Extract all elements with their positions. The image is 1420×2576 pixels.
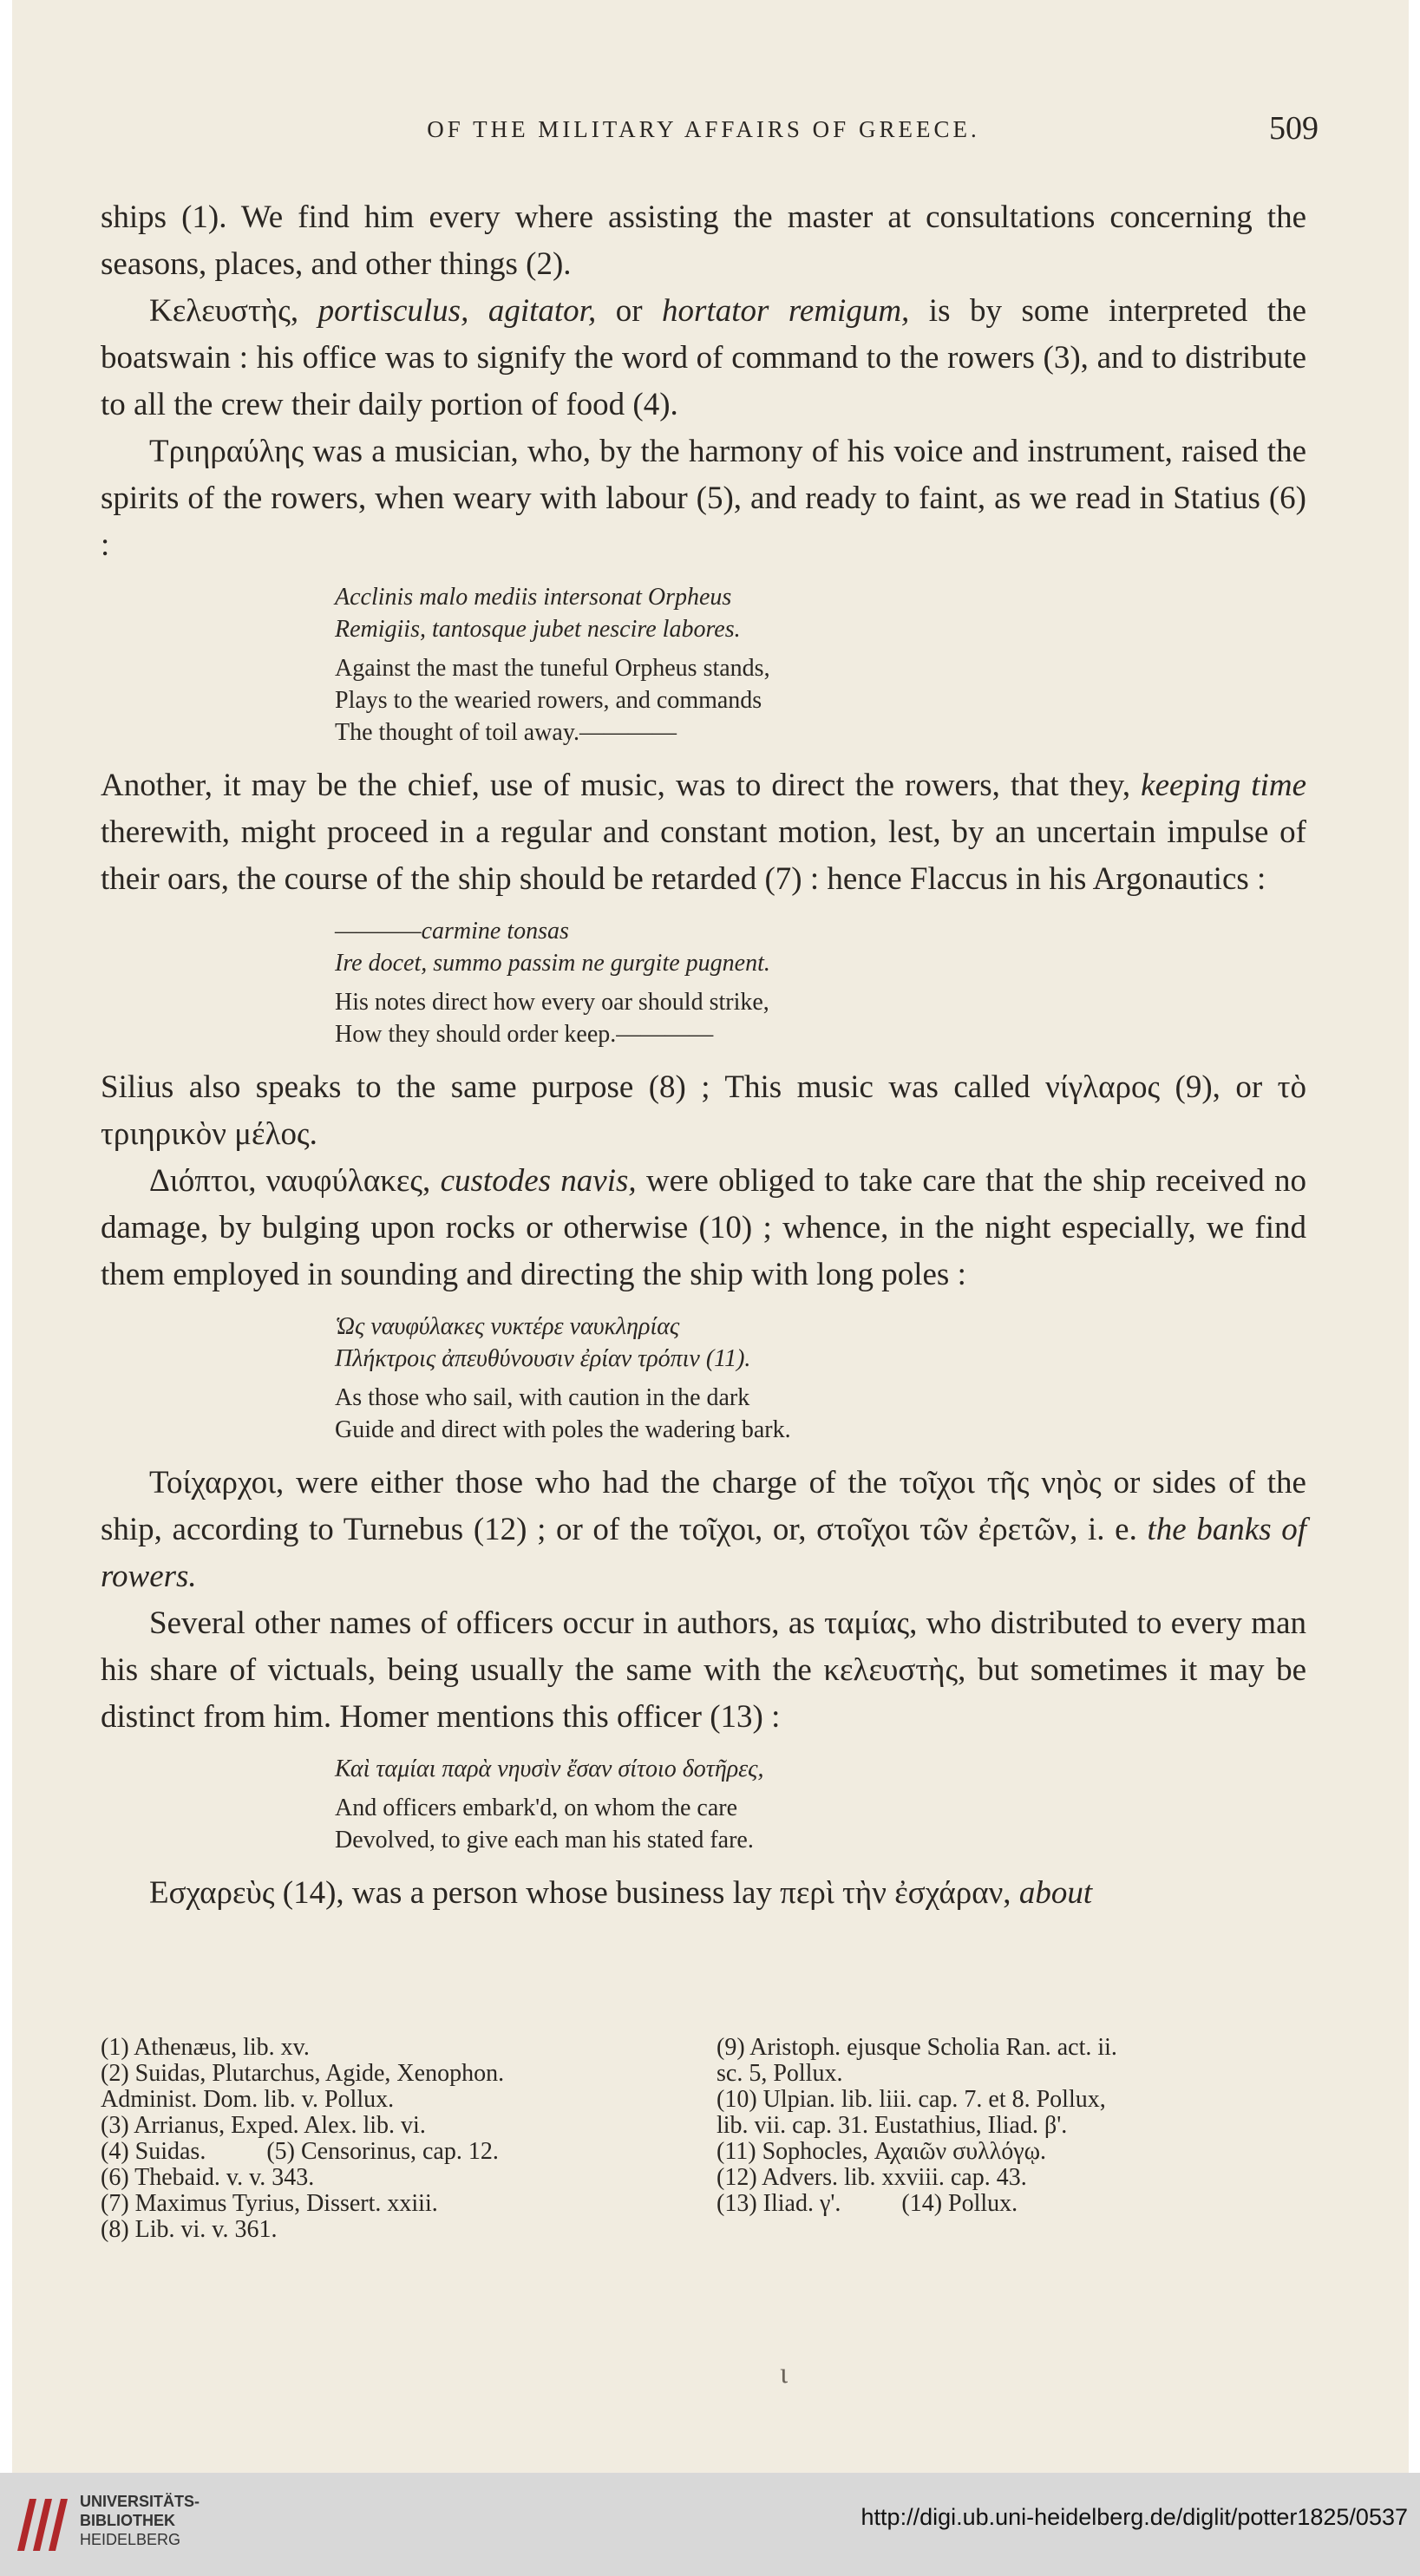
- greek-term: ταμίας,: [824, 1605, 918, 1641]
- page-number: 509: [1269, 110, 1319, 147]
- verse-quote: [335, 1311, 1306, 1446]
- footnote: (1) Athenæus, lib. xv.: [101, 2034, 310, 2061]
- quote-line: Καὶ ταμίαι παρὰ νηυσὶν ἔσαν σίτοιο δοτῆρες,: [335, 1755, 764, 1782]
- quote-line: As those who sail, with caution in the dark: [335, 1384, 750, 1411]
- latin-term: hortator remigum,: [662, 293, 910, 329]
- paragraph: Εσχαρεὺς (14), was a person whose business lay περὶ τὴν ἐσχάραν, about: [149, 1875, 1093, 1911]
- paragraph: Silius also speaks to the same purpose (8) ; This music was called νίγλαρος (9), or τὸ τριηρικὸν μέλος.: [101, 1069, 1306, 1152]
- paragraph: Διόπτοι, ναυφύλακες, custodes navis, were obliged to take care that the ship received no damage, by bulging upon rocks or otherwise (10) ; whence, in the night especially, we find them employed in sounding and directing the ship with long poles :: [101, 1163, 1306, 1292]
- quote-line: The thought of toil away.————: [335, 719, 677, 746]
- footnotes-right-column: [717, 2035, 1306, 2217]
- footnote: (6) Thebaid. v. v. 343.: [101, 2164, 315, 2191]
- quote-line: Ire docet, summo passim ne gurgite pugnent.: [335, 950, 770, 977]
- greek-term: περὶ τὴν ἐσχάραν,: [780, 1875, 1011, 1911]
- running-head-title: OF THE MILITARY AFFAIRS OF GREECE.: [427, 116, 980, 142]
- running-head: [101, 110, 1319, 168]
- greek-term: νίγλαρος: [1045, 1069, 1161, 1105]
- paragraph: Κελευστὴς, portisculus, agitator, or hortator remigum, is by some interpreted the boatswain : his office was to signify the word of command to the rowers (3), and to distribute to all the crew their daily portion of food (4).: [101, 293, 1307, 422]
- footnote: (11) Sophocles, Αχαιῶν συλλόγῳ.: [717, 2138, 1047, 2165]
- scanned-page: [12, 0, 1409, 2473]
- verse-quote: [335, 1753, 1306, 1856]
- greek-term: Τριηραύλης: [149, 434, 304, 469]
- footnote: (4) Suidas. (5) Censorinus, cap. 12.: [101, 2138, 499, 2165]
- quote-line: ————carmine tonsas: [335, 918, 569, 945]
- quote-line: How they should order keep.————: [335, 1021, 714, 1048]
- footnote: (8) Lib. vi. v. 361.: [101, 2216, 278, 2243]
- quote-line: And officers embark'd, on whom the care: [335, 1795, 738, 1821]
- greek-term: κελευστὴς,: [823, 1652, 966, 1688]
- verse-quote: [335, 915, 1306, 1050]
- footnote: (2) Suidas, Plutarchus, Agide, Xenophon.: [101, 2060, 505, 2087]
- quote-line: Plays to the wearied rowers, and commands: [335, 687, 762, 714]
- footnote: (10) Ulpian. lib. liii. cap. 7. et 8. Pollux,: [717, 2086, 1106, 2113]
- quote-line: Ὡς ναυφύλακες νυκτέρε ναυκληρίας: [335, 1313, 680, 1340]
- paragraph: Τριηραύλης was a musician, who, by the harmony of his voice and instrument, raised the spirits of the rowers, when weary with labour (5), and ready to faint, as we read in Statius (6) :: [101, 434, 1306, 563]
- body-text: [101, 194, 1306, 1917]
- greek-term: Τοίχαρχοι,: [149, 1465, 285, 1500]
- verse-quote: [335, 581, 1306, 749]
- greek-term: Εσχαρεὺς: [149, 1875, 275, 1911]
- paragraph: Another, it may be the chief, use of music, was to direct the rowers, that they, keeping time therewith, might proceed in a regular and constant motion, lest, by an uncertain impulse of their oars, the course of the ship should be retarded (7) : hence Flaccus in his Argonautics :: [101, 768, 1306, 897]
- footnote: (3) Arrianus, Exped. Alex. lib. vi.: [101, 2112, 426, 2139]
- page-mark: ι: [780, 2357, 789, 2390]
- footnotes-left-column: [101, 2035, 712, 2243]
- quote-line: Devolved, to give each man his stated fare.: [335, 1827, 754, 1854]
- quote-line: Guide and direct with poles the wadering bark.: [335, 1416, 791, 1443]
- footnote: lib. vii. cap. 31. Eustathius, Iliad. β'.: [717, 2112, 1068, 2139]
- paragraph: Τοίχαρχοι, were either those who had the charge of the τοῖχοι τῆς νηὸς or sides of the ship, according to Turnebus (12) ; or of the τοῖχοι, or, στοῖχοι τῶν ἐρετῶν, i. e. the banks of rowers.: [101, 1465, 1307, 1594]
- quote-line: Against the mast the tuneful Orpheus stands,: [335, 655, 770, 682]
- footnote: (13) Iliad. γ'. (14) Pollux.: [717, 2190, 1018, 2217]
- footnote: sc. 5, Pollux.: [717, 2060, 843, 2087]
- greek-term: τοῖχοι τῆς νηὸς: [899, 1465, 1102, 1500]
- library-name: UNIVERSITÄTS- BIBLIOTHEK HEIDELBERG: [80, 2493, 200, 2548]
- source-url-link[interactable]: http://digi.ub.uni-heidelberg.de/diglit/potter1825/0537: [861, 2504, 1408, 2530]
- footnote: (12) Advers. lib. xxviii. cap. 43.: [717, 2164, 1027, 2191]
- footnote: Administ. Dom. lib. v. Pollux.: [101, 2086, 395, 2113]
- greek-term: Διόπτοι, ναυφύλακες,: [149, 1163, 431, 1199]
- footnote: (7) Maximus Tyrius, Dissert. xxiii.: [101, 2190, 438, 2217]
- footnote: (9) Aristoph. ejusque Scholia Ran. act. ii.: [717, 2034, 1117, 2061]
- greek-term: τοῖχοι,: [678, 1512, 763, 1547]
- greek-term: τὸ τριηρικὸν μέλος.: [101, 1069, 1306, 1152]
- paragraph: Several other names of officers occur in authors, as ταμίας, who distributed to every man his share of victuals, being usually the same with the κελευστὴς, but sometimes it may be distinct from him. Homer mentions this officer (13) :: [101, 1605, 1306, 1735]
- latin-term: portisculus, agitator,: [317, 293, 597, 329]
- quote-line: Remigiis, tantosque jubet nescire labores.: [335, 616, 741, 643]
- greek-term: Κελευστὴς,: [149, 293, 299, 329]
- paragraph: ships (1). We find him every where assisting the master at consultations concerning the seasons, places, and other things (2).: [101, 199, 1306, 282]
- library-logo-icon: [12, 2490, 73, 2560]
- viewer-footer: [0, 2473, 1420, 2576]
- quote-line: Acclinis malo mediis intersonat Orpheus: [335, 584, 732, 611]
- quote-line: His notes direct how every oar should strike,: [335, 989, 769, 1016]
- quote-line: Πλήκτροις ἀπευθύνουσιν ἐρίαν τρόπιν (11).: [335, 1345, 751, 1372]
- greek-term: στοῖχοι τῶν ἐρετῶν,: [816, 1512, 1078, 1547]
